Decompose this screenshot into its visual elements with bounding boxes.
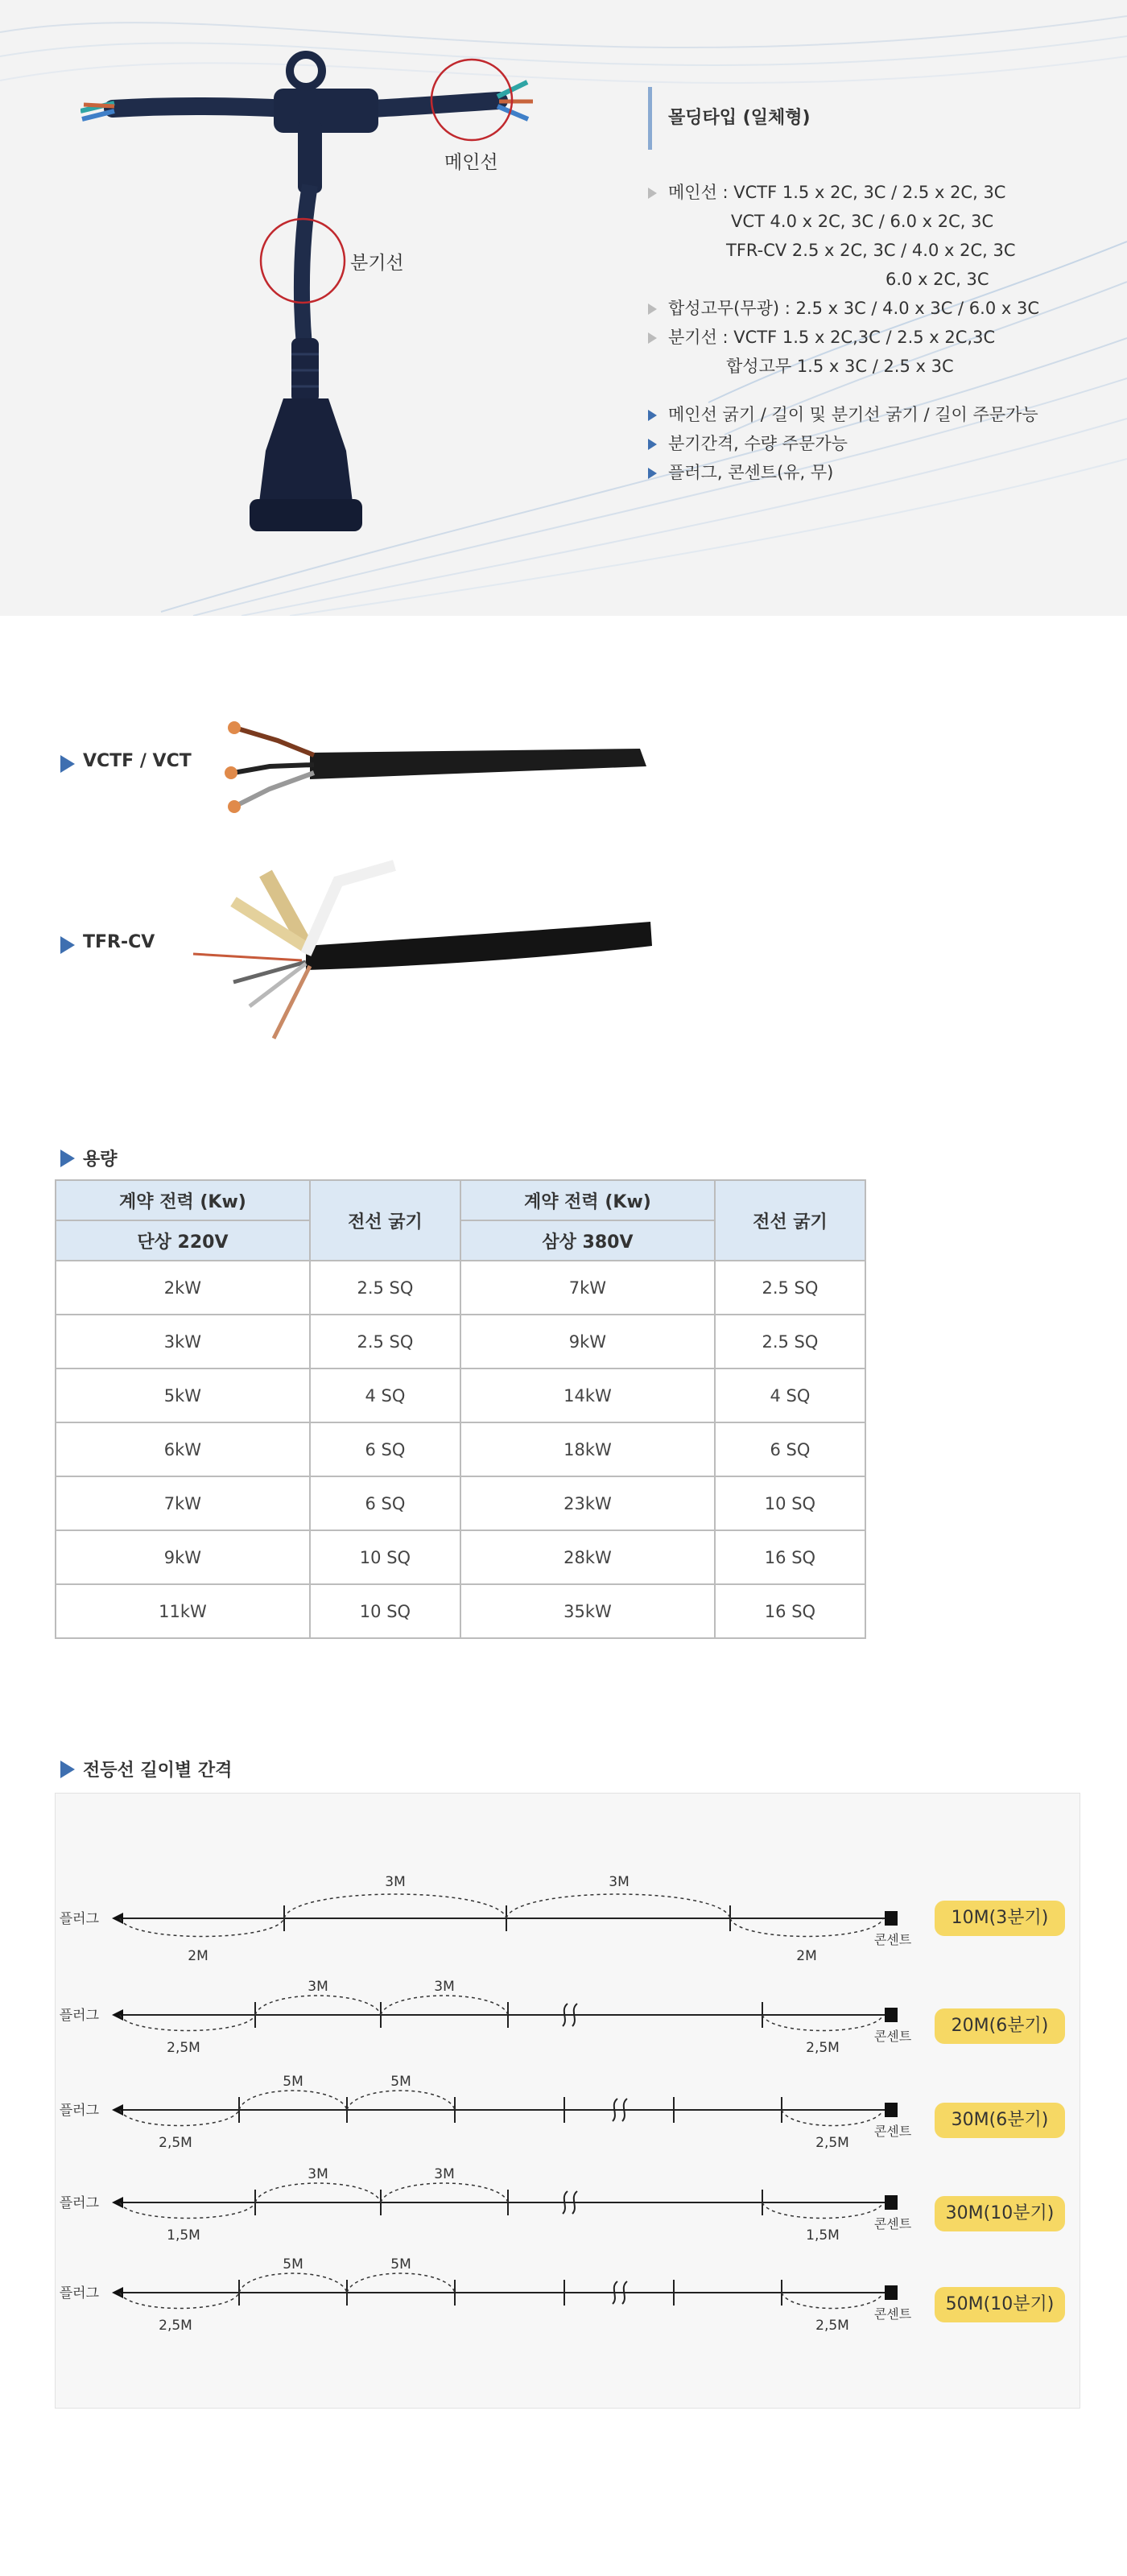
header-thickness-three: 전선 굵기 bbox=[715, 1180, 865, 1261]
bullet-triangle-icon bbox=[648, 410, 657, 421]
spacing-label: 5M bbox=[283, 2256, 303, 2273]
spec-rubber: 합성고무(무광) : 2.5 x 3C / 4.0 x 3C / 6.0 x 3C bbox=[648, 294, 1099, 323]
end-spacing-arc bbox=[120, 2015, 255, 2031]
spacing-label: 3M bbox=[385, 1874, 406, 1890]
spacing-label: 3M bbox=[434, 1979, 455, 1995]
end-spacing-arc bbox=[120, 1918, 284, 1937]
header-power-three: 계약 전력 (Kw) bbox=[460, 1180, 715, 1220]
table-cell: 16 SQ bbox=[715, 1584, 865, 1638]
end-spacing-label: 2M bbox=[188, 1948, 208, 1964]
header-power-single: 계약 전력 (Kw) bbox=[56, 1180, 310, 1220]
spec-main-line: 메인선 : VCTF 1.5 x 2C, 3C / 2.5 x 2C, 3C bbox=[648, 178, 1099, 207]
plug-arrow-icon bbox=[112, 1913, 123, 1924]
feature-item: 플러그, 콘센트(유, 무) bbox=[648, 458, 1099, 487]
table-row bbox=[56, 1368, 865, 1422]
table-cell: 7kW bbox=[460, 1261, 715, 1315]
spacing-label: 3M bbox=[434, 2166, 455, 2182]
vctf-cable-photo bbox=[213, 708, 656, 821]
plug-label: 플러그 bbox=[59, 2103, 99, 2119]
end-spacing-label: 2,5M bbox=[167, 2040, 200, 2056]
length-pill: 20M(6분기) bbox=[935, 2008, 1065, 2044]
table-cell: 6 SQ bbox=[715, 1422, 865, 1476]
outlet-square-icon bbox=[885, 2285, 898, 2300]
spacing-label: 5M bbox=[283, 2074, 303, 2090]
spacing-diagram-svg bbox=[56, 1794, 1080, 2408]
table-cell: 18kW bbox=[460, 1422, 715, 1476]
bullet-triangle-icon bbox=[648, 188, 657, 199]
plug-arrow-icon bbox=[112, 2197, 123, 2208]
section-triangle-icon bbox=[60, 1761, 75, 1778]
table-cell: 28kW bbox=[460, 1530, 715, 1584]
section-triangle-icon bbox=[60, 1150, 75, 1167]
table-cell: 11kW bbox=[56, 1584, 310, 1638]
length-pill: 30M(6분기) bbox=[935, 2103, 1065, 2138]
capacity-table bbox=[55, 1179, 866, 1639]
table-cell: 4 SQ bbox=[310, 1368, 460, 1422]
end-spacing-label: 2,5M bbox=[159, 2135, 192, 2151]
feature-item: 분기간격, 수량 주문가능 bbox=[648, 429, 1099, 458]
table-cell: 6 SQ bbox=[310, 1476, 460, 1530]
end-spacing-label: 2M bbox=[796, 1948, 817, 1964]
header-three-phase: 삼상 380V bbox=[460, 1220, 715, 1261]
table-row bbox=[56, 1422, 865, 1476]
spacing-arc-up bbox=[347, 2273, 455, 2293]
main-line-label: 메인선 bbox=[444, 152, 498, 173]
spacing-label: 3M bbox=[609, 1874, 630, 1890]
end-spacing-arc bbox=[762, 2202, 883, 2219]
spec-list bbox=[648, 178, 1099, 487]
vctf-label: VCTF / VCT bbox=[60, 751, 192, 771]
hero-section bbox=[0, 0, 1127, 616]
table-cell: 10 SQ bbox=[715, 1476, 865, 1530]
spacing-arc-up bbox=[239, 2091, 347, 2110]
tfr-cv-label: TFR-CV bbox=[60, 932, 155, 952]
table-row bbox=[56, 1530, 865, 1584]
plug-label: 플러그 bbox=[59, 2285, 99, 2301]
end-spacing-label: 1,5M bbox=[806, 2227, 840, 2244]
bullet-triangle-icon bbox=[648, 439, 657, 450]
end-spacing-label: 2,5M bbox=[806, 2040, 840, 2056]
spec-main-line-tfr: TFR-CV 2.5 x 2C, 3C / 4.0 x 2C, 3C bbox=[726, 241, 1016, 260]
plug-arrow-icon bbox=[112, 2009, 123, 2021]
end-spacing-arc bbox=[120, 2293, 239, 2309]
table-row bbox=[56, 1261, 865, 1315]
plug-label: 플러그 bbox=[59, 1911, 99, 1927]
end-spacing-arc bbox=[762, 2015, 883, 2031]
table-cell: 23kW bbox=[460, 1476, 715, 1530]
branch-spacing-diagram bbox=[55, 1793, 1080, 2409]
outlet-label: 콘센트 bbox=[873, 2124, 912, 2139]
diagram-section-label: 전등선 길이별 간격 bbox=[60, 1757, 232, 1781]
outlet-label: 콘센트 bbox=[873, 2029, 912, 2044]
spec-main-line-tfr-cont: 6.0 x 2C, 3C bbox=[886, 270, 989, 289]
plug-arrow-icon bbox=[112, 2104, 123, 2116]
spec-title: 몰딩타입 (일체형) bbox=[648, 87, 1099, 150]
table-cell: 2.5 SQ bbox=[310, 1315, 460, 1368]
length-pill: 30M(10분기) bbox=[935, 2196, 1065, 2231]
table-cell: 10 SQ bbox=[310, 1530, 460, 1584]
outlet-label: 콘센트 bbox=[873, 2306, 912, 2322]
header-single-phase: 단상 220V bbox=[56, 1220, 310, 1261]
spacing-arc-up bbox=[284, 1894, 506, 1918]
table-cell: 2.5 SQ bbox=[310, 1261, 460, 1315]
end-spacing-arc bbox=[120, 2202, 255, 2219]
end-spacing-label: 2,5M bbox=[159, 2318, 192, 2334]
spacing-arc-up bbox=[239, 2273, 347, 2293]
spacing-arc-up bbox=[381, 1996, 508, 2015]
table-cell: 10 SQ bbox=[310, 1584, 460, 1638]
branch-line-label: 분기선 bbox=[350, 253, 404, 274]
spec-main-line-vct: VCT 4.0 x 2C, 3C / 6.0 x 2C, 3C bbox=[731, 212, 994, 231]
spacing-arc-up bbox=[255, 2183, 381, 2202]
length-pill: 10M(3분기) bbox=[935, 1901, 1065, 1936]
table-cell: 7kW bbox=[56, 1476, 310, 1530]
tfr-cv-cable-photo bbox=[185, 857, 668, 1059]
bullet-triangle-icon bbox=[648, 332, 657, 344]
spacing-arc-up bbox=[255, 1996, 381, 2015]
length-pill: 50M(10분기) bbox=[935, 2287, 1065, 2322]
end-spacing-label: 2,5M bbox=[815, 2135, 849, 2151]
table-cell: 3kW bbox=[56, 1315, 310, 1368]
outlet-label: 콘센트 bbox=[873, 2216, 912, 2231]
spec-branch-rubber: 합성고무 1.5 x 3C / 2.5 x 3C bbox=[726, 357, 954, 376]
capacity-section-label: 용량 bbox=[60, 1146, 118, 1170]
plug-label: 플러그 bbox=[59, 2195, 99, 2211]
table-cell: 4 SQ bbox=[715, 1368, 865, 1422]
end-spacing-arc bbox=[120, 2110, 239, 2126]
table-row bbox=[56, 1584, 865, 1638]
table-row bbox=[56, 1476, 865, 1530]
end-spacing-label: 2,5M bbox=[815, 2318, 849, 2334]
spacing-arc-up bbox=[381, 2183, 508, 2202]
end-spacing-arc bbox=[782, 2110, 883, 2126]
moulded-cable-photo bbox=[80, 32, 564, 547]
section-triangle-icon bbox=[60, 755, 75, 773]
spacing-label: 5M bbox=[390, 2256, 411, 2273]
table-cell: 2kW bbox=[56, 1261, 310, 1315]
bullet-triangle-icon bbox=[648, 468, 657, 479]
section-triangle-icon bbox=[60, 936, 75, 954]
table-cell: 9kW bbox=[56, 1530, 310, 1584]
spec-branch-line: 분기선 : VCTF 1.5 x 2C,3C / 2.5 x 2C,3C bbox=[648, 323, 1099, 352]
table-cell: 16 SQ bbox=[715, 1530, 865, 1584]
spacing-arc-up bbox=[506, 1894, 730, 1918]
table-cell: 6 SQ bbox=[310, 1422, 460, 1476]
spec-box bbox=[648, 87, 1099, 487]
outlet-label: 콘센트 bbox=[873, 1932, 912, 1947]
outlet-square-icon bbox=[885, 2103, 898, 2117]
header-thickness-single: 전선 굵기 bbox=[310, 1180, 460, 1261]
table-row bbox=[56, 1315, 865, 1368]
spacing-label: 3M bbox=[308, 1979, 328, 1995]
end-spacing-label: 1,5M bbox=[167, 2227, 200, 2244]
spacing-label: 5M bbox=[390, 2074, 411, 2090]
table-cell: 2.5 SQ bbox=[715, 1261, 865, 1315]
table-cell: 2.5 SQ bbox=[715, 1315, 865, 1368]
table-cell: 5kW bbox=[56, 1368, 310, 1422]
outlet-square-icon bbox=[885, 1911, 898, 1926]
end-spacing-arc bbox=[782, 2293, 883, 2309]
bullet-triangle-icon bbox=[648, 303, 657, 315]
table-cell: 6kW bbox=[56, 1422, 310, 1476]
table-cell: 9kW bbox=[460, 1315, 715, 1368]
spacing-label: 3M bbox=[308, 2166, 328, 2182]
outlet-square-icon bbox=[885, 2008, 898, 2022]
plug-label: 플러그 bbox=[59, 2008, 99, 2024]
table-cell: 35kW bbox=[460, 1584, 715, 1638]
end-spacing-arc bbox=[730, 1918, 883, 1937]
plug-arrow-icon bbox=[112, 2287, 123, 2298]
table-cell: 14kW bbox=[460, 1368, 715, 1422]
feature-item: 메인선 굵기 / 길이 및 분기선 굵기 / 길이 주문가능 bbox=[648, 400, 1099, 429]
outlet-square-icon bbox=[885, 2195, 898, 2210]
spacing-arc-up bbox=[347, 2091, 455, 2110]
